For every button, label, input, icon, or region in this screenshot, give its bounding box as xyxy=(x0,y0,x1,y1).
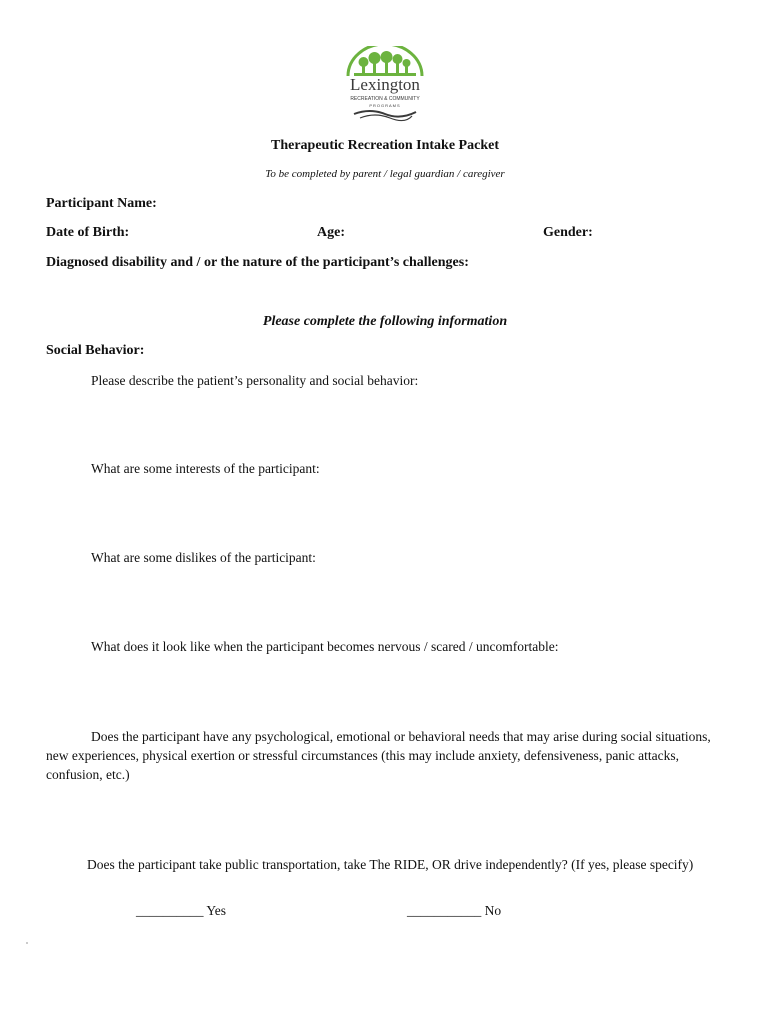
lexington-logo xyxy=(340,46,430,124)
question-transport-block xyxy=(46,855,726,874)
section-heading-social-behavior: Social Behavior: xyxy=(46,343,145,358)
question-psych-needs: Does the participant have any psychological, emotional or behavioral needs that may arise during social situations, new experiences, physical exertion or stressful circumstances (this may include anxiety, defensiveness, panic attacks, confusion, etc.) xyxy=(46,729,711,782)
question-nervous: What does it look like when the participant becomes nervous / scared / uncomfortable: xyxy=(91,639,559,654)
instruction-text: Please complete the following information xyxy=(262,314,508,329)
logo-name: Lexington xyxy=(350,75,420,94)
gender-label: Gender: xyxy=(543,225,593,240)
stray-mark xyxy=(26,942,28,944)
date-of-birth-label: Date of Birth: xyxy=(46,225,130,240)
question-transport: Does the participant take public transportation, take The RIDE, OR drive independently? (If yes, please specify) xyxy=(87,857,694,872)
diagnosis-label: Diagnosed disability and / or the nature of the participant’s challenges: xyxy=(46,255,469,270)
answer-yes-line[interactable]: __________ Yes xyxy=(136,903,227,918)
question-interests: What are some interests of the participant: xyxy=(91,461,320,476)
participant-name-label: Participant Name: xyxy=(46,196,157,211)
document-subtitle: To be completed by parent / legal guardian / caregiver xyxy=(265,168,505,180)
answer-no-line[interactable]: ___________ No xyxy=(407,903,502,918)
age-label: Age: xyxy=(317,225,345,240)
logo-subline: PROGRAMS xyxy=(369,103,401,108)
question-personality: Please describe the patient’s personality and social behavior: xyxy=(91,373,419,388)
question-dislikes: What are some dislikes of the participant: xyxy=(91,550,316,565)
document-title: Therapeutic Recreation Intake Packet xyxy=(271,138,499,153)
logo-tagline: RECREATION & COMMUNITY xyxy=(350,96,420,102)
question-psych-needs-block xyxy=(46,727,726,784)
